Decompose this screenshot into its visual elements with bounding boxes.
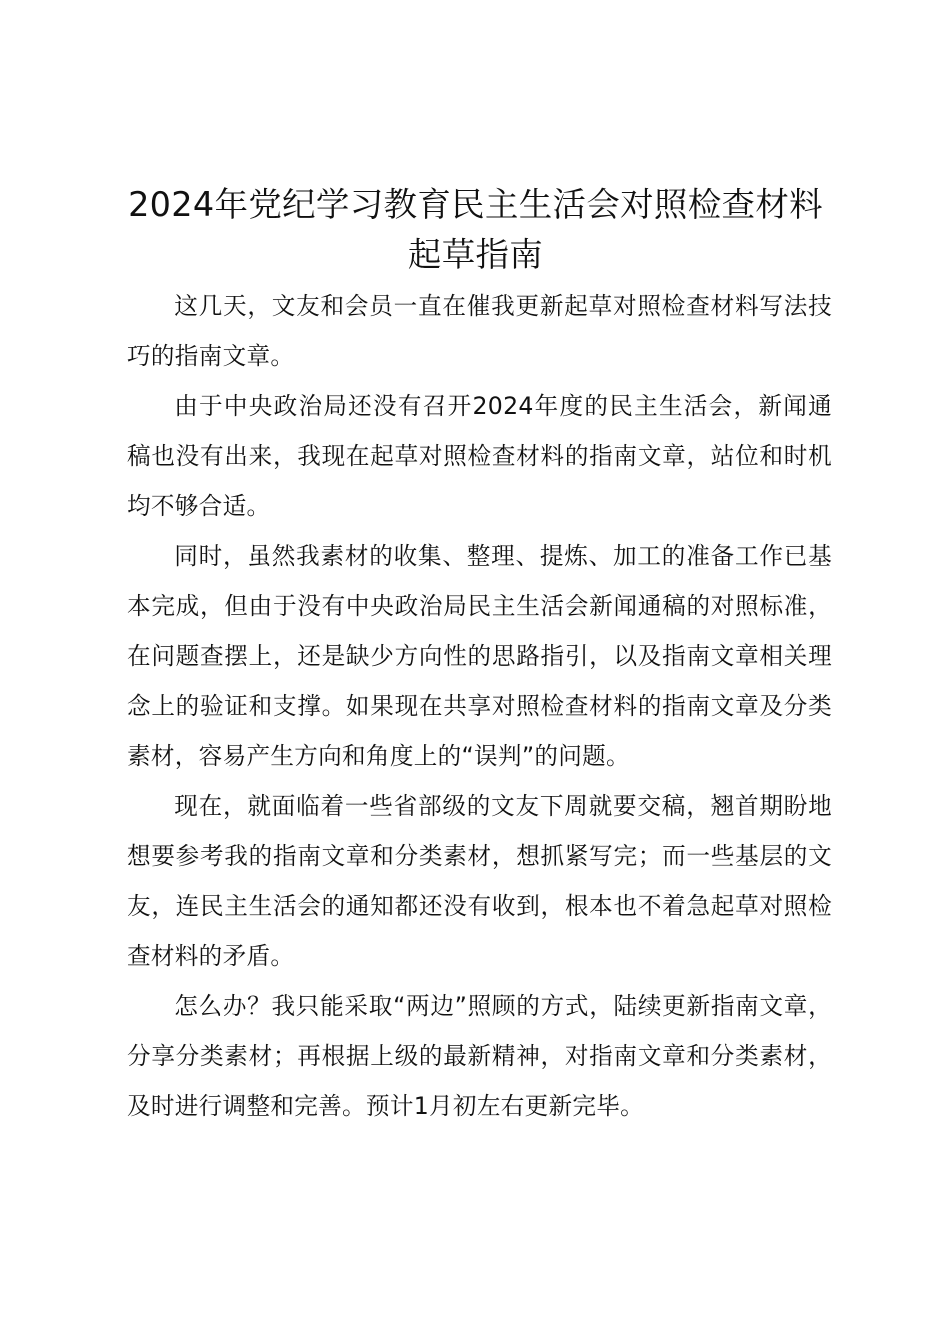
document-title: 2024年党纪学习教育民主生活会对照检查材料起草指南	[128, 185, 823, 274]
paragraph-5: 怎么办？我只能采取“两边”照顾的方式，陆续更新指南文章，分享分类素材；再根据上级的最新精神，对指南文章和分类素材，及时进行调整和完善。预计1月初左右更新完毕。	[127, 992, 832, 1120]
paragraph-3: 同时，虽然我素材的收集、整理、提炼、加工的准备工作已基本完成，但由于没有中央政治局民主生活会新闻通稿的对照标准，在问题查摆上，还是缺少方向性的思路指引，以及指南文章相关理念上的验证和支撑。如果现在共享对照检查材料的指南文章及分类素材，容易产生方向和角度上的“误判”的问题。	[127, 542, 832, 770]
paragraph-4: 现在，就面临着一些省部级的文友下周就要交稿，翘首期盼地想要参考我的指南文章和分类素材，想抓紧写完；而一些基层的文友，连民主生活会的通知都还没有收到，根本也不着急起草对照检查材料的矛盾。	[127, 792, 832, 970]
document-body	[127, 281, 832, 1131]
paragraph-2: 由于中央政治局还没有召开2024年度的民主生活会，新闻通稿也没有出来，我现在起草对照检查材料的指南文章，站位和时机均不够合适。	[127, 392, 832, 520]
paragraph-1: 这几天，文友和会员一直在催我更新起草对照检查材料写法技巧的指南文章。	[127, 292, 832, 370]
